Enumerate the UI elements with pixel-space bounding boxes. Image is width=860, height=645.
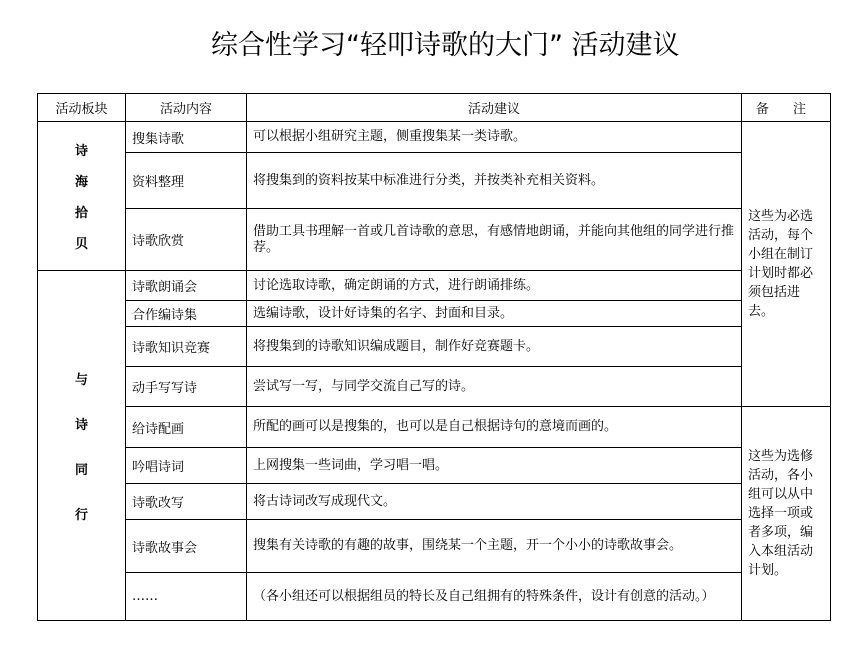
activity-content: 诗歌欣赏 <box>126 209 247 271</box>
activity-content: 诗歌改写 <box>126 484 247 520</box>
table-row <box>38 367 831 407</box>
table-row <box>38 484 831 520</box>
section-label-1: 诗 海 拾 贝 <box>38 122 126 271</box>
activity-table <box>37 93 831 621</box>
activity-content: 给诗配画 <box>126 407 247 448</box>
activity-content: …… <box>126 573 247 621</box>
activity-suggestion: 将古诗词改写成现代文。 <box>247 484 742 520</box>
activity-suggestion: 搜集有关诗歌的有趣的故事，围绕某一个主题，开一个小小的诗歌故事会。 <box>247 520 742 573</box>
table-row <box>38 153 831 209</box>
activity-content: 动手写写诗 <box>126 367 247 407</box>
table-row <box>38 573 831 621</box>
header-content: 活动内容 <box>126 94 247 122</box>
table-row <box>38 327 831 367</box>
table-row <box>38 301 831 327</box>
activity-content: 诗歌朗诵会 <box>126 271 247 301</box>
activity-suggestion: 上网搜集一些词曲，学习唱一唱。 <box>247 448 742 484</box>
note-required: 这些为必选活动，每个小组在制订计划时都必须包括进去。 <box>742 122 831 407</box>
header-section: 活动板块 <box>38 94 126 122</box>
activity-content: 诗歌知识竞赛 <box>126 327 247 367</box>
table-row <box>38 209 831 271</box>
table-row <box>38 520 831 573</box>
activity-content: 吟唱诗词 <box>126 448 247 484</box>
activity-content: 资料整理 <box>126 153 247 209</box>
header-suggestion: 活动建议 <box>247 94 742 122</box>
page-title: 综合性学习“轻叩诗歌的大门” 活动建议 <box>211 30 680 61</box>
table-row <box>38 122 831 153</box>
table-row <box>38 448 831 484</box>
table-header-row <box>38 94 831 122</box>
note-optional: 这些为选修活动，各小组可以从中选择一项或者多项，编入本组活动计划。 <box>742 407 831 621</box>
activity-suggestion: 所配的画可以是搜集的，也可以是自己根据诗句的意境而画的。 <box>247 407 742 448</box>
table-row <box>38 407 831 448</box>
activity-content: 搜集诗歌 <box>126 122 247 153</box>
activity-suggestion: 将搜集到的资料按某中标准进行分类，并按类补充相关资料。 <box>247 153 742 209</box>
section-label-2: 与 诗 同 行 <box>38 271 126 621</box>
activity-suggestion: 借助工具书理解一首或几首诗歌的意思，有感情地朗诵，并能向其他组的同学进行推荐。 <box>247 209 742 271</box>
activity-suggestion: 选编诗歌，设计好诗集的名字、封面和目录。 <box>247 301 742 327</box>
activity-suggestion: 可以根据小组研究主题，侧重搜集某一类诗歌。 <box>247 122 742 153</box>
activity-suggestion: 将搜集到的诗歌知识编成题目，制作好竞赛题卡。 <box>247 327 742 367</box>
activity-suggestion: 讨论选取诗歌，确定朗诵的方式，进行朗诵排练。 <box>247 271 742 301</box>
activity-suggestion: 尝试写一写，与同学交流自己写的诗。 <box>247 367 742 407</box>
table-row <box>38 271 831 301</box>
activity-content: 合作编诗集 <box>126 301 247 327</box>
activity-suggestion: （各小组还可以根据组员的特长及自己组拥有的特殊条件，设计有创意的活动。） <box>247 573 742 621</box>
header-note: 备 注 <box>742 94 831 122</box>
activity-content: 诗歌故事会 <box>126 520 247 573</box>
